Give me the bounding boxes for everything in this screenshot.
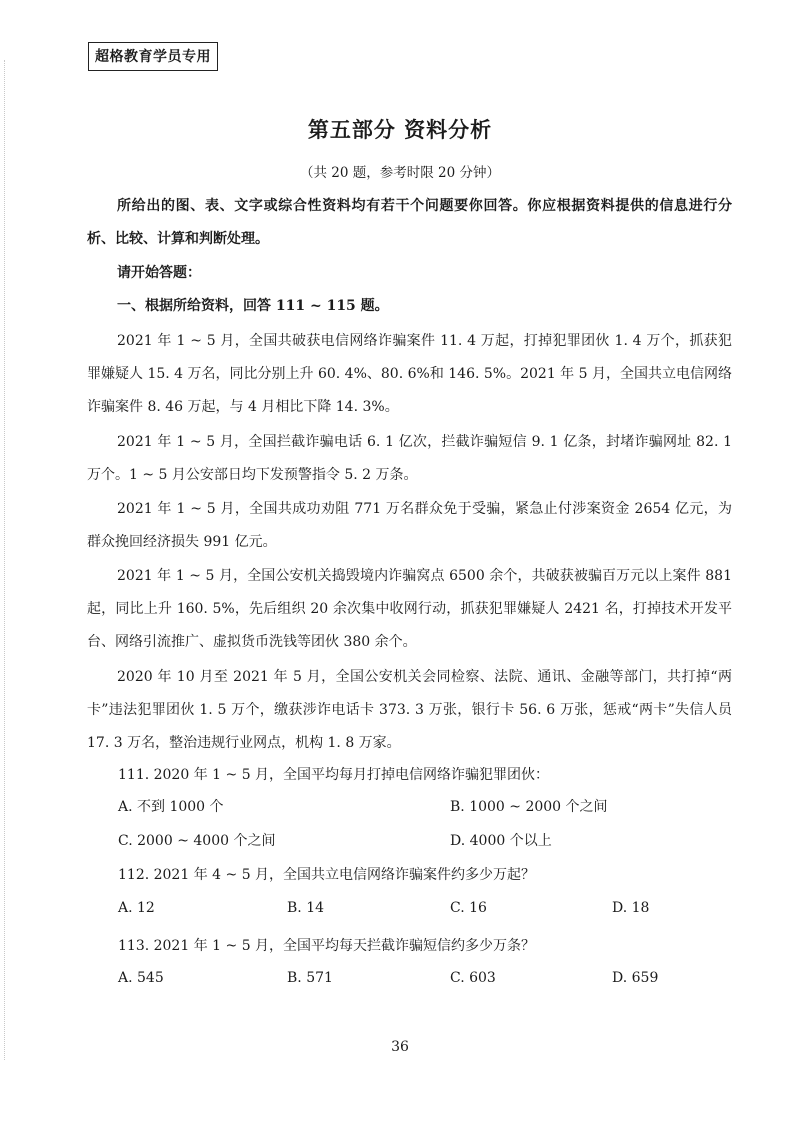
q113-option-a[interactable]: A. 545 xyxy=(118,970,164,986)
material-paragraph: 2021 年 1 ~ 5 月，全国拦截诈骗电话 6. 1 亿次，拦截诈骗短信 9. 1 亿条，封堵诈骗网址 82. 1 万个。1 ~ 5 月公安部日均下发预警指令 5. 2 万条。 xyxy=(87,434,732,483)
material-paragraph: 2020 年 10 月至 2021 年 5 月，全国公安机关会同检察、法院、通讯、金融等部门，共打掉“两卡”违法犯罪团伙 1. 5 万个，缴获涉诈电话卡 373. 3 万张，银行卡 56. 6 万张，惩戒“两卡”失信人员 17. 3 万名，整治违规行业网点，机构 1. 8 万家。 xyxy=(87,669,732,751)
q112-option-b[interactable]: B. 14 xyxy=(287,900,325,916)
page-number: 36 xyxy=(391,1039,409,1055)
q111-option-c[interactable]: C. 2000 ~ 4000 个之间 xyxy=(118,833,276,849)
q112-option-d[interactable]: D. 18 xyxy=(612,900,650,916)
section-title: 第五部分 资料分析 xyxy=(307,117,493,142)
material-paragraph: 2021 年 1 ~ 5 月，全国共成功劝阻 771 万名群众免于受骗，紧急止付涉案资金 2654 亿元，为群众挽回经济损失 991 亿元。 xyxy=(87,501,732,550)
q111-option-b[interactable]: B. 1000 ~ 2000 个之间 xyxy=(450,799,608,815)
question-112-stem: 112. 2021 年 4 ~ 5 月，全国共立电信网络诈骗案件约多少万起？ xyxy=(118,867,536,883)
question-113-stem: 113. 2021 年 1 ~ 5 月，全国平均每天拦截诈骗短信约多少万条？ xyxy=(118,938,536,954)
student-use-stamp: 超格教育学员专用 xyxy=(88,42,218,71)
q112-option-a[interactable]: A. 12 xyxy=(118,900,155,916)
q113-option-b[interactable]: B. 571 xyxy=(287,970,333,986)
q112-option-c[interactable]: C. 16 xyxy=(450,900,487,916)
material-paragraph: 2021 年 1 ~ 5 月，全国公安机关捣毁境内诈骗窝点 6500 余个，共破获被骗百万元以上案件 881 起，同比上升 160. 5%，先后组织 20 余次集中收网行动，抓获犯罪嫌疑人 2421 名，打掉技术开发平台、网络引流推广、虚拟货币洗钱等团伙 380 余个。 xyxy=(87,568,732,650)
start-prompt: 请开始答题： xyxy=(117,265,201,281)
material-paragraph: 2021 年 1 ~ 5 月，全国共破获电信网络诈骗案件 11. 4 万起，打掉犯罪团伙 1. 4 万个，抓获犯罪嫌疑人 15. 4 万名，同比分别上升 60. 4%、80. 6%和 146. 5%。2021 年 5 月，全国共立电信网络诈骗案件 8. 46 万起，与 4 月相比下降 14. 3%。 xyxy=(87,333,732,415)
material-group-heading: 一、根据所给资料，回答 111 ~ 115 题。 xyxy=(117,298,389,314)
instruction-text: 所给出的图、表、文字或综合性资料均有若干个问题要你回答。你应根据资料提供的信息进行分析、比较、计算和判断处理。 xyxy=(87,198,732,247)
q113-option-c[interactable]: C. 603 xyxy=(450,970,496,986)
q113-option-d[interactable]: D. 659 xyxy=(612,970,659,986)
scan-edge-line xyxy=(4,60,6,1060)
question-111-stem: 111. 2020 年 1 ~ 5 月，全国平均每月打掉电信网络诈骗犯罪团伙： xyxy=(118,767,550,783)
section-subtitle: （共 20 题，参考时限 20 分钟） xyxy=(299,165,501,181)
q111-option-a[interactable]: A. 不到 1000 个 xyxy=(118,799,224,815)
q111-option-d[interactable]: D. 4000 个以上 xyxy=(450,833,552,849)
